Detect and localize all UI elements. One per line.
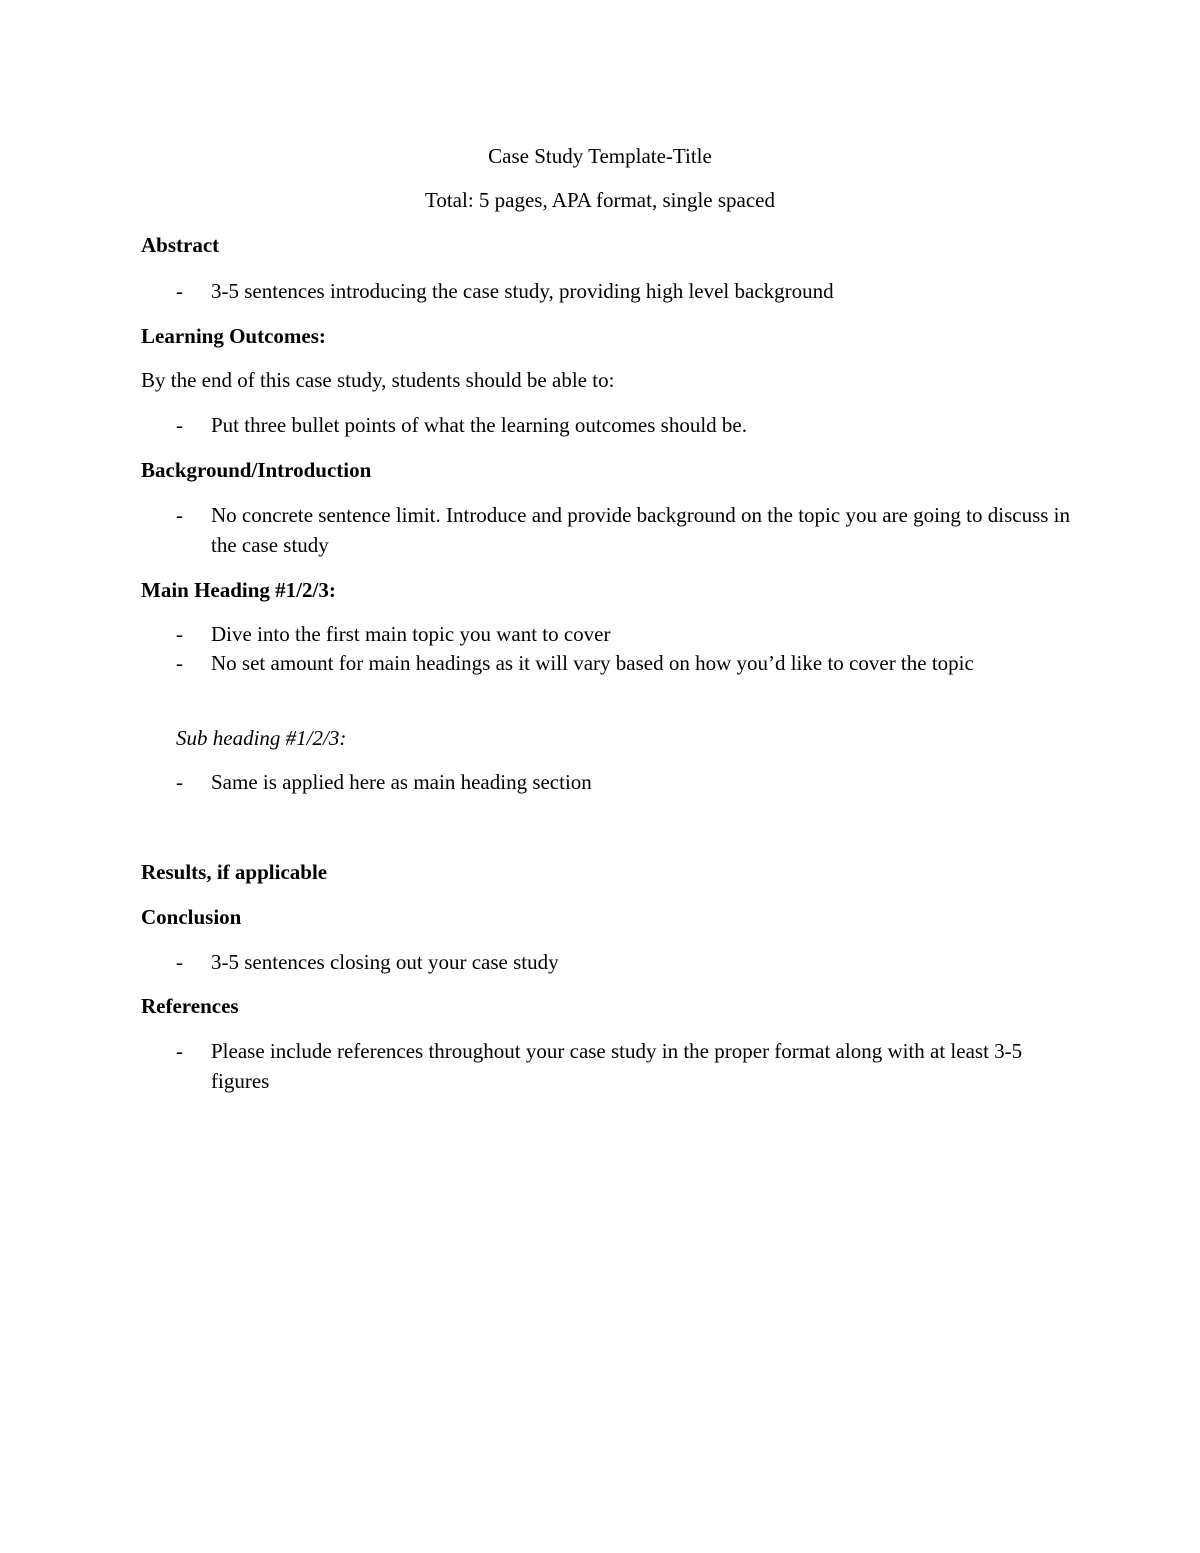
sub-heading-bullet: Same is applied here as main heading section [211,770,592,794]
learning-outcomes-bullet: Put three bullet points of what the learning outcomes should be. [211,413,747,437]
bullet-marker: - [176,651,183,675]
document-title: Case Study Template-Title [488,144,712,168]
sub-heading: Sub heading #1/2/3: [176,726,347,750]
bullet-marker: - [176,622,183,646]
references-heading: References [141,994,239,1018]
bullet-marker: - [176,950,183,974]
bullet-marker: - [176,503,183,527]
bullet-marker: - [176,770,183,794]
conclusion-heading: Conclusion [141,905,242,929]
main-heading-heading: Main Heading #1/2/3: [141,578,336,602]
document-subtitle: Total: 5 pages, APA format, single spaced [424,188,776,212]
abstract-heading: Abstract [141,233,220,257]
main-heading-bullet: No set amount for main headings as it will vary based on how you’d like to cover the topic [211,651,974,675]
main-heading-bullet: Dive into the first main topic you want to cover [211,622,611,646]
learning-outcomes-intro: By the end of this case study, students should be able to: [141,368,615,392]
results-heading: Results, if applicable [141,860,328,884]
bullet-marker: - [176,279,183,303]
learning-outcomes-heading: Learning Outcomes: [141,324,326,348]
conclusion-bullet: 3-5 sentences closing out your case study [211,950,559,974]
background-heading: Background/Introduction [141,458,372,482]
bullet-marker: - [176,1039,183,1063]
background-bullet: No concrete sentence limit. Introduce and provide background on the topic you are going to discuss in the case study [211,503,1071,557]
bullet-marker: - [176,413,183,437]
references-bullet: Please include references throughout your case study in the proper format along with at least 3-5 figures [211,1039,1023,1093]
abstract-bullet: 3-5 sentences introducing the case study, providing high level background [211,279,834,303]
